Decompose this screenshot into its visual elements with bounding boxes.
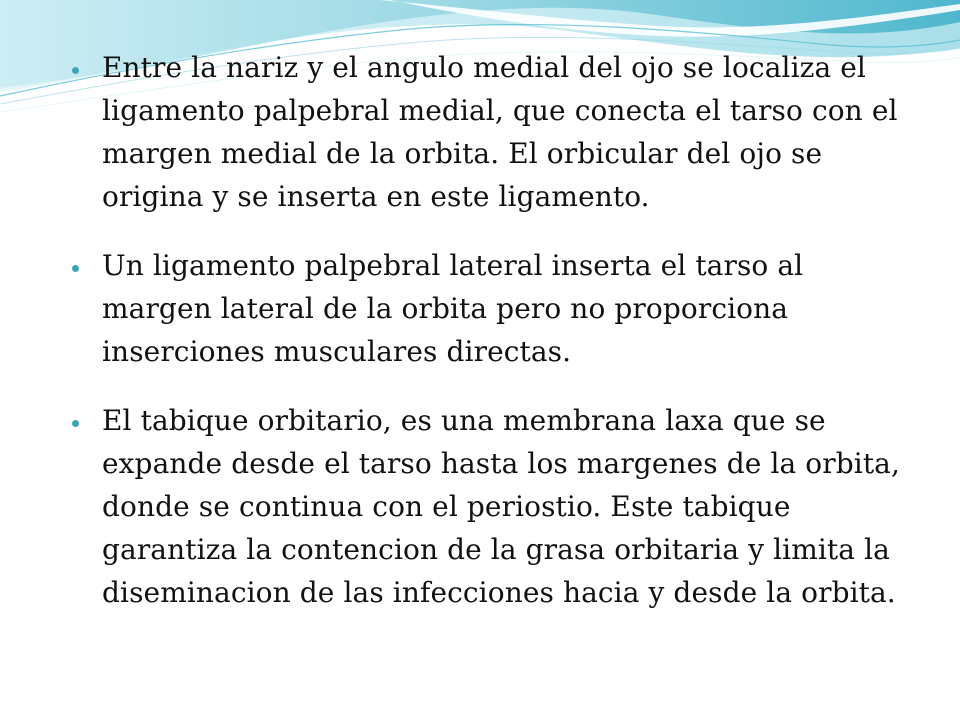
bullet-text: Entre la nariz y el angulo medial del ojo se localiza el ligamento palpebral medial, que conecta el tarso con el margen medial de la orbita. El orbicular del ojo se origina y se inserta en este ligamento.: [102, 51, 898, 213]
bullet-text: Un ligamento palpebral lateral inserta el tarso al margen lateral de la orbita pero no proporciona inserciones musculares directas.: [102, 249, 804, 368]
bullet-dot-icon: [72, 67, 79, 74]
bullet-text: El tabique orbitario, es una membrana laxa que se expande desde el tarso hasta los margenes de la orbita, donde se continua con el periostio. Este tabique garantiza la contencion de la grasa orbitaria y limita la diseminacion de las infecciones hacia y desde la orbita.: [102, 404, 900, 609]
bullet-dot-icon: [72, 265, 79, 272]
bullet-dot-icon: [72, 420, 79, 427]
bullet-item: [68, 244, 918, 373]
bullet-item: [68, 399, 918, 614]
bullet-list: [68, 46, 918, 640]
bullet-item: [68, 46, 918, 218]
